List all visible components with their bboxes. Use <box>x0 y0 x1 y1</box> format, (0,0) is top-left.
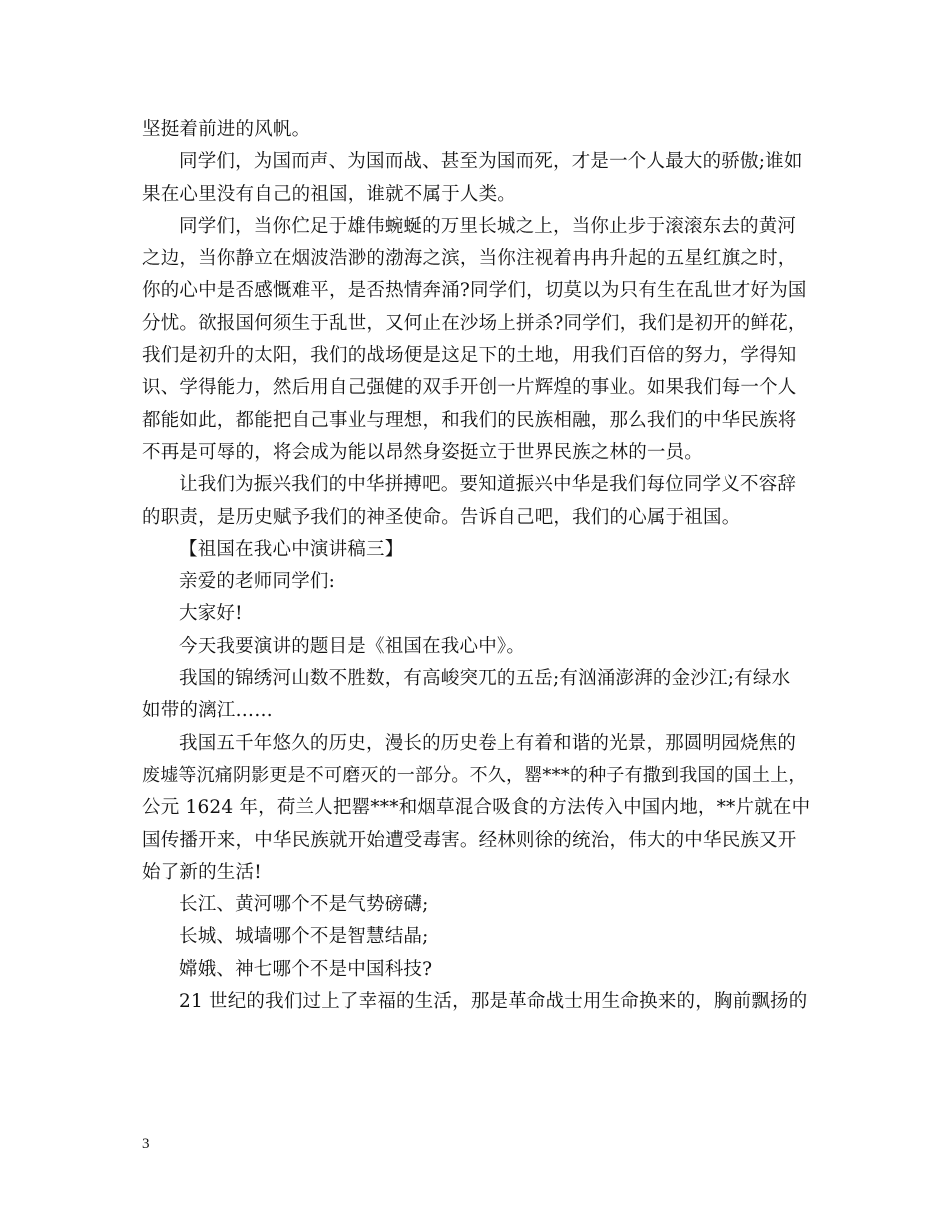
text-line: 都能如此，都能把自己事业与理想，和我们的民族相融，那么我们的中华民族将 <box>142 409 797 431</box>
text-line: 我国的锦绣河山数不胜数，有高峻突兀的五岳;有汹涌澎湃的金沙江;有绿水 <box>179 668 791 690</box>
text-line: 我国五千年悠久的历史，漫长的历史卷上有着和谐的光景，那圆明园烧焦的 <box>179 732 797 754</box>
text-line: 长城、城墙哪个不是智慧结晶; <box>179 926 429 948</box>
text-line: 【祖国在我心中演讲稿三】 <box>179 538 404 560</box>
text-line: 的职责，是历史赋予我们的神圣使命。告诉自己吧，我们的心属于祖国。 <box>142 506 741 528</box>
text-line: 不再是可辱的，将会成为能以昂然身姿挺立于世界民族之林的一员。 <box>142 441 704 463</box>
text-line: 今天我要演讲的题目是《祖国在我心中》。 <box>179 635 526 657</box>
text-line: 亲爱的老师同学们: <box>179 571 336 593</box>
text-line: 21 世纪的我们过上了幸福的生活，那是革命战士用生命换来的，胸前飘扬的 <box>179 991 808 1013</box>
text-line: 你的心中是否感慨难平，是否热情奔涌?同学们，切莫以为只有生在乱世才好为国 <box>142 280 807 302</box>
text-line: 让我们为振兴我们的中华拼搏吧。要知道振兴中华是我们每位同学义不容辞 <box>179 474 797 496</box>
text-line: 大家好! <box>179 603 243 625</box>
body-text <box>142 114 814 1018</box>
text-line: 之边，当你静立在烟波浩渺的渤海之滨，当你注视着冉冉升起的五星红旗之时， <box>142 248 797 270</box>
text-line: 如带的漓江…… <box>142 700 273 722</box>
text-line: 公元 1624 年，荷兰人把罂***和烟草混合吸食的方法传入中国内地，**片就在中 <box>142 797 811 819</box>
text-line: 分忧。欲报国何须生于乱世，又何止在沙场上拼杀?同学们，我们是初开的鲜花， <box>142 312 807 334</box>
text-line: 识、学得能力，然后用自己强健的双手开创一片辉煌的事业。如果我们每一个人 <box>142 377 797 399</box>
text-line: 废墟等沉痛阴影更是不可磨灭的一部分。不久，罂***的种子有撒到我国的国土上， <box>142 764 807 786</box>
text-line: 坚挺着前进的风帆。 <box>142 119 311 140</box>
text-line: 国传播开来，中华民族就开始遭受毒害。经林则徐的统治，伟大的中华民族又开 <box>142 829 797 851</box>
text-line: 同学们，为国而声、为国而战、甚至为国而死，才是一个人最大的骄傲;谁如 <box>179 151 803 173</box>
text-line: 长江、黄河哪个不是气势磅礴; <box>179 894 429 916</box>
page-number: 3 <box>142 1136 150 1152</box>
text-line: 嫦娥、神七哪个不是中国科技? <box>179 958 433 980</box>
text-line: 我们是初升的太阳，我们的战场便是这足下的土地，用我们百倍的努力，学得知 <box>142 345 797 367</box>
text-line: 同学们，当你伫足于雄伟蜿蜒的万里长城之上，当你止步于滚滚东去的黄河 <box>179 215 797 237</box>
text-line: 果在心里没有自己的祖国，谁就不属于人类。 <box>142 183 517 205</box>
text-line: 始了新的生活! <box>142 861 262 883</box>
